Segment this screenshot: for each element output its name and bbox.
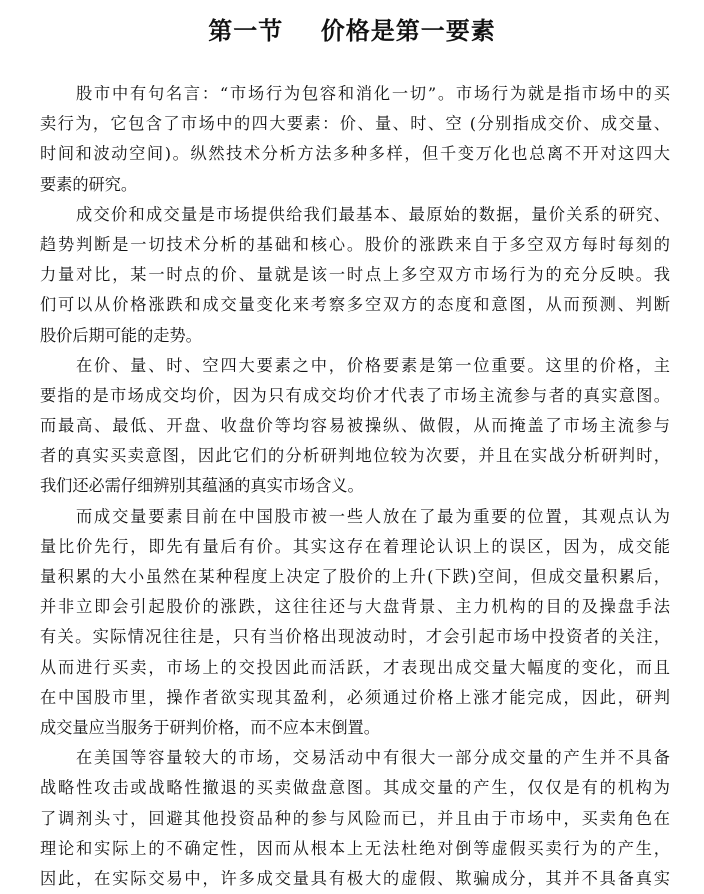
text-line: 要指的是市场成交均价，因为只有成交均价才代表了市场主流参与者的真实意图。 [40,385,670,405]
text-line: 从而进行买卖，市场上的交投因此而活跃，才表现出成交量大幅度的变化，而且 [40,657,670,677]
text-line: 并非立即会引起股价的涨跌，这往往还与大盘背景、主力机构的目的及操盘手法 [40,597,670,617]
text-line: 在美国等容量较大的市场，交易活动中有很大一部分成交量的产生并不具备 [76,748,670,768]
text-line: 者的真实买卖意图，因此它们的分析研判地位较为次要，并且在实战分析研判时， [40,446,670,466]
paragraph [40,351,670,502]
text-line: 股价后期可能的走势。 [40,325,202,345]
text-line: 理论和实际上的不确定性，因而从根本上无法杜绝对倒等虚假买卖行为的产生， [40,838,670,858]
section-title: 第一节 价格是第一要素 [208,17,496,45]
paragraph [40,200,670,351]
paragraph [40,502,670,744]
text-line: 战略性攻击或战略性撤退的买卖做盘意图。其成交量的产生，仅仅是有的机构为 [40,778,670,798]
text-line: 卖行为，它包含了市场中的四大要素：价、量、时、空 (分别指成交价、成交量、 [40,114,670,134]
text-line: 成交价和成交量是市场提供给我们最基本、最原始的数据，量价关系的研究、 [76,204,670,224]
text-line: 而最高、最低、开盘、收盘价等均容易被操纵、做假，从而掩盖了市场主流参与 [40,416,670,436]
text-line: 成交量应当服务于研判价格，而不应本末倒置。 [40,717,380,737]
text-line: 要素的研究。 [40,174,138,194]
text-line: 在价、量、时、空四大要素之中，价格要素是第一位重要。这里的价格，主 [76,355,670,375]
text-line: 们可以从价格涨跌和成交量变化来考察多空双方的态度和意图，从而预测、判断 [40,295,670,315]
text-line: 趋势判断是一切技术分析的基础和核心。股价的涨跌来自于多空双方每时每刻的 [40,234,670,254]
paragraph [40,79,670,200]
text-line: 有关。实际情况往往是，只有当价格出现波动时，才会引起市场中投资者的关注， [40,627,670,647]
text-line: 力量对比，某一时点的价、量就是该一时点上多空双方市场行为的充分反映。我 [40,265,670,285]
text-line: 在中国股市里，操作者欲实现其盈利，必须通过价格上涨才能完成，因此，研判 [40,687,670,707]
paragraph [40,743,670,894]
text-line: 量积累的大小虽然在某种程度上决定了股价的上升(下跌)空间，但成交量积累后， [40,567,670,586]
text-line: 了调剂头寸，回避其他投资品种的参与风险而已，并且由于市场中，买卖角色在 [40,808,670,828]
document-body [40,79,670,894]
text-line: 量比价先行，即先有量后有价。其实这存在着理论认识上的误区，因为，成交能 [40,536,670,556]
text-line: 时间和波动空间)。纵然技术分析方法多种多样，但千变万化也总离不开对这四大 [40,144,670,164]
text-line: 股市中有句名言：“市场行为包容和消化一切”。市场行为就是指市场中的买 [76,84,670,103]
text-line: 因此，在实际交易中，许多成交量具有极大的虚假、欺骗成分，其并不具备真实 [40,868,670,888]
text-line: 我们还必需仔细辨别其蕴涵的真实市场含义。 [40,476,364,496]
text-line: 而成交量要素目前在中国股市被一些人放在了最为重要的位置，其观点认为 [76,506,670,526]
